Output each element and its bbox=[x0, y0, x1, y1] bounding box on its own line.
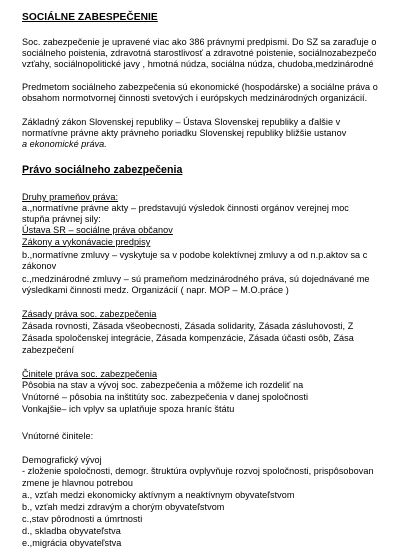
internal-line: c.,stav pôrodnosti a úmrtnosti bbox=[22, 514, 143, 524]
internal-line: - zloženie spoločnosti, demogr. štruktúra ovplyvňuje rozvoj spoločnosti, prispôsobovan bbox=[22, 466, 374, 476]
internal-line: zmene je hlavnou potrebou bbox=[22, 478, 133, 488]
intro-line: vzťahy, sociálnopolitické javy , hmotná núdza, sociálna núdza, chudoba,medzinárodné bbox=[22, 59, 374, 69]
section-title: Právo sociálneho zabezpečenia bbox=[22, 164, 183, 176]
document-title: SOCIÁLNE ZABESPEČENIE bbox=[22, 12, 158, 23]
subject-line: Predmetom sociálneho zabezpečenia sú ekonomické (hospodárske) a sociálne práva o bbox=[22, 82, 378, 92]
internal-line: b., vzťah medzi zdravým a chorým obyvateľstvom bbox=[22, 502, 225, 512]
internal-line: d., skladba obyvateľstva bbox=[22, 526, 121, 536]
sources-heading: Druhy prameňov práva: bbox=[22, 192, 119, 202]
sources-line: Zákony a vykonávacie predpisy bbox=[22, 237, 151, 247]
factors-line: Vonkajšie– ich vplyv sa uplatňuje spoza hraníc štátu bbox=[22, 404, 235, 414]
internal-line: Demografický vývoj bbox=[22, 455, 102, 465]
basic-law-line: a ekonomické práva. bbox=[22, 139, 107, 149]
factors-line: Vnútorné – pôsobia na inštitúty soc. zabezpečenia v danej spoločnosti bbox=[22, 392, 309, 402]
factors-heading: Činitele práva soc. zabezpečenia bbox=[22, 369, 158, 379]
sources-line: c.,medzinárodné zmluvy – sú prameňom medzinárodného práva, sú dojednávané me bbox=[22, 274, 370, 284]
principles-line: Zásada spoločenskej integrácie, Zásada kompenzácie, Zásada účasti osôb, Zása bbox=[22, 333, 354, 343]
subject-line: obsahom normotvornej činnosti svetových i európskych medzinárodných organizácií. bbox=[22, 93, 368, 103]
principles-heading: Zásady práva soc. zabezpečenia bbox=[22, 309, 157, 319]
sources-line: výsledkami činnosti medz. Organizácií ( napr. MOP – M.O.práce ) bbox=[22, 285, 289, 295]
factors-line: Pôsobia na stav a vývoj soc. zabezpečenia a môžeme ich rozdeliť na bbox=[22, 380, 304, 390]
intro-line: Soc. zabezpečenie je upravené viac ako 386 právnymi predpismi. Do SZ sa zaraďuje o bbox=[22, 37, 377, 47]
principles-line: Zásada rovnosti, Zásada všeobecnosti, Zásada solidarity, Zásada zásluhovosti, Z bbox=[22, 321, 354, 331]
internal-line: e.,migrácia obyvateľstva bbox=[22, 538, 122, 548]
sources-line: zákonov bbox=[22, 261, 57, 271]
sources-line: a.,normatívne právne akty – predstavujú výsledok činnosti orgánov verejnej moc bbox=[22, 203, 349, 213]
internal-line: a., vzťah medzi ekonomicky aktívnym a neaktívnym obyvateľstvom bbox=[22, 490, 295, 500]
sources-line: stupňa právnej sily: bbox=[22, 214, 101, 224]
basic-law-line: Základný zákon Slovenskej republiky – Ústava Slovenskej republiky a ďalšie v bbox=[22, 117, 341, 127]
principles-line: zabezpečení bbox=[22, 345, 75, 355]
intro-line: sociálneho poistenia, zdravotná starostlivosť a zdravotné poistenie, sociálnozabezpečo bbox=[22, 48, 377, 58]
sources-line: b.,normatívne zmluvy – vyskytuje sa v podobe kolektívnej zmluvy a od n.p.aktov sa c bbox=[22, 250, 368, 260]
basic-law-line: normatívne právne akty právneho poriadku Slovenskej republiky bližšie ustanov bbox=[22, 128, 347, 138]
sources-line: Ústava SR – sociálne práva občanov bbox=[22, 225, 173, 235]
internal-heading: Vnútorné činitele: bbox=[22, 431, 94, 441]
